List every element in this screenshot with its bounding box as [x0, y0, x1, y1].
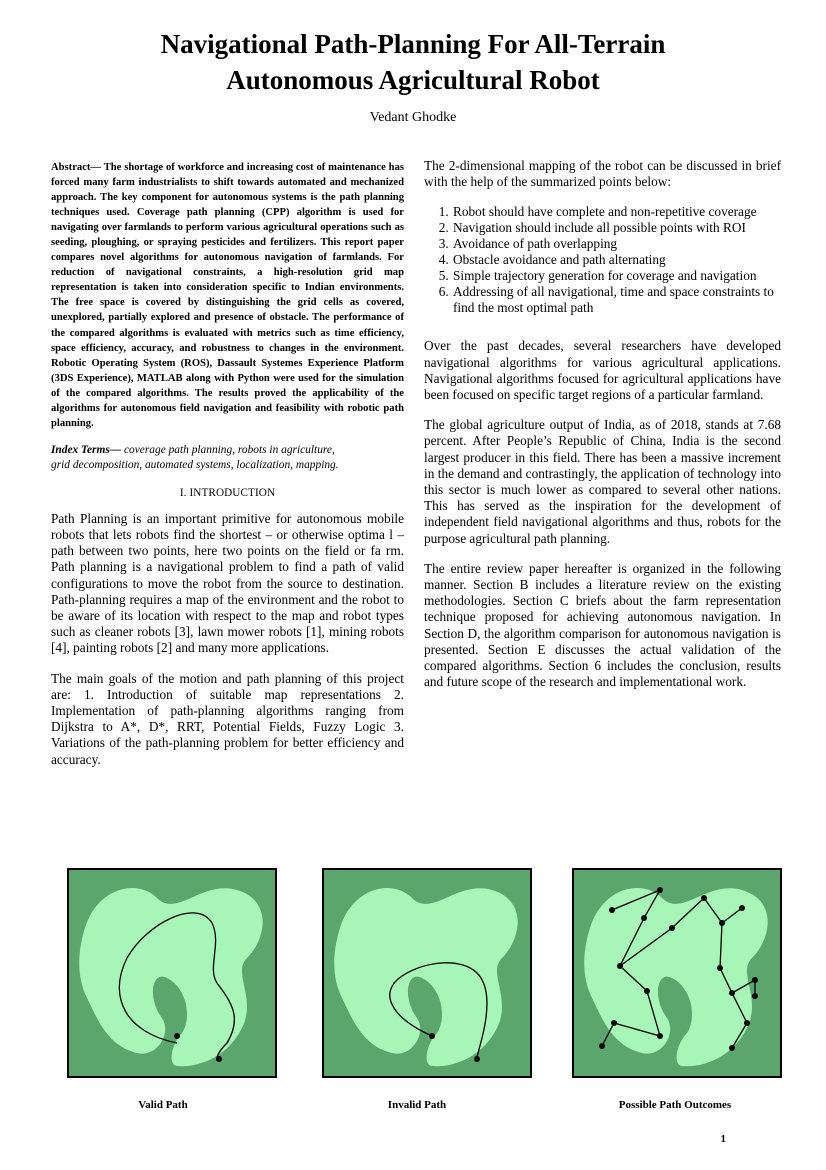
title-line-1: Navigational Path-Planning For All-Terrain	[160, 29, 666, 59]
right-paragraph-1: Over the past decades, several researchers have developed navigational algorithms for various agricultural applications. Navigational algorithms focused for agricultural applications have been focused on specific target regions of a particular farmland.	[424, 338, 781, 403]
caption-valid-path: Valid Path	[138, 1099, 188, 1111]
figure-valid-path	[67, 868, 277, 1078]
index-terms	[51, 443, 404, 473]
index-terms-lead: Index Terms—	[51, 443, 122, 456]
title-line-2: Autonomous Agricultural Robot	[226, 65, 600, 95]
author: Vedant Ghodke	[369, 110, 457, 125]
mapping-intro: The 2-dimensional mapping of the robot can be discussed in brief with the help of the summarized points below:	[424, 158, 781, 190]
list-item: 6. Addressing of all navigational, time and space constraints to find the most optimal path	[452, 284, 781, 316]
list-item: 1. Robot should have complete and non-repetitive coverage	[452, 204, 781, 220]
list-item: 2. Navigation should include all possible points with ROI	[452, 220, 781, 236]
intro-paragraph-1: Path Planning is an important primitive for autonomous mobile robots that lets robots find the shortest – or otherwise optima l – path between two points, here two points on the field or fa rm. Path planning is a navigational problem to find a path of valid configurations to move the robot from the source to destination. Path-planning requires a map of the environment and the robot to be aware of its location with respect to the map and robot types such as cleaner robots [3], lawn mower robots [1], mining robots [4], painting robots [2] and many more applications.	[51, 510, 404, 656]
list-item: 4. Obstacle avoidance and path alternating	[452, 252, 781, 268]
goals-list	[424, 204, 781, 316]
list-item: 3. Avoidance of path overlapping	[452, 236, 781, 252]
list-item: 5. Simple trajectory generation for coverage and navigation	[452, 268, 781, 284]
caption-invalid-path: Invalid Path	[387, 1099, 447, 1111]
figure-possible-path-outcomes	[572, 868, 782, 1078]
right-column	[424, 158, 781, 690]
right-paragraph-3: The entire review paper hereafter is organized in the following manner. Section B includes a literature review on the existing methodologies. Section C briefs about the farm representation technique proposed for achieving autonomous navigation. In Section D, the algorithm comparison for autonomous navigation is presented. Section E discusses the actual validation of the compared algorithms. Section 6 includes the conclusion, results and future scope of the research and implementational work.	[424, 560, 781, 690]
caption-possible-path-outcomes: Possible Path Outcomes	[618, 1099, 732, 1111]
abstract: Abstract— The shortage of workforce and increasing cost of maintenance has forced many farm industrialists to shift towards automated and mechanized approach. The key component for autonomous systems is the path planning techniques used. Coverage path planning (CPP) algorithm is used for navigating over farmlands to perform various agricultural operations such as seeding, ploughing, or spraying pesticides and fertilizers. This report paper compares novel algorithms for autonomous navigation of farmlands. For reduction of navigational constraints, a high-resolution grid map representation is taken into consideration specific to Indian environments. The free space is covered by distinguishing the grid cells as covered, unexplored, partially explored and presence of obstacle. The performance of the compared algorithms is evaluated with metrics such as time efficiency, space efficiency, accuracy, and robustness to changes in the environment. Robotic Operating System (ROS), Dassault Systemes Experience Platform (3DS Experience), MATLAB along with Python were used for the simulation of the compared algorithms. The results proved the applicability of the algorithms for autonomous field navigation and feasibility with robotic path planning.	[51, 162, 404, 429]
right-paragraph-2: The global agriculture output of India, as of 2018, stands at 7.68 percent. After People’s Republic of China, India is the second largest producer in this field. There has been a massive increment in the demand and contrastingly, the application of technology into this sector is much lower as compared to several other nations. This has served as the inspiration for the development of independent field navigational algorithms and thus, robots for the purpose agricultural path planning.	[424, 417, 781, 546]
figure-invalid-path	[322, 868, 532, 1078]
left-column	[51, 160, 404, 768]
page-number: 1	[720, 1133, 726, 1145]
index-terms-line-1: coverage path planning, robots in agriculture,	[121, 443, 335, 456]
paper-title	[40, 26, 786, 98]
index-terms-line-2: grid decomposition, automated systems, localization, mapping.	[51, 458, 339, 471]
section-heading-introduction: I. INTRODUCTION	[179, 486, 276, 499]
intro-paragraph-2: The main goals of the motion and path planning of this project are: 1. Introduction of suitable map representations 2. Implementation of path-planning algorithms ranging from Dijkstra to A*, D*, RRT, Potential Fields, Fuzzy Logic 3. Variations of the path-planning problem for better efficiency and accuracy.	[51, 670, 404, 767]
